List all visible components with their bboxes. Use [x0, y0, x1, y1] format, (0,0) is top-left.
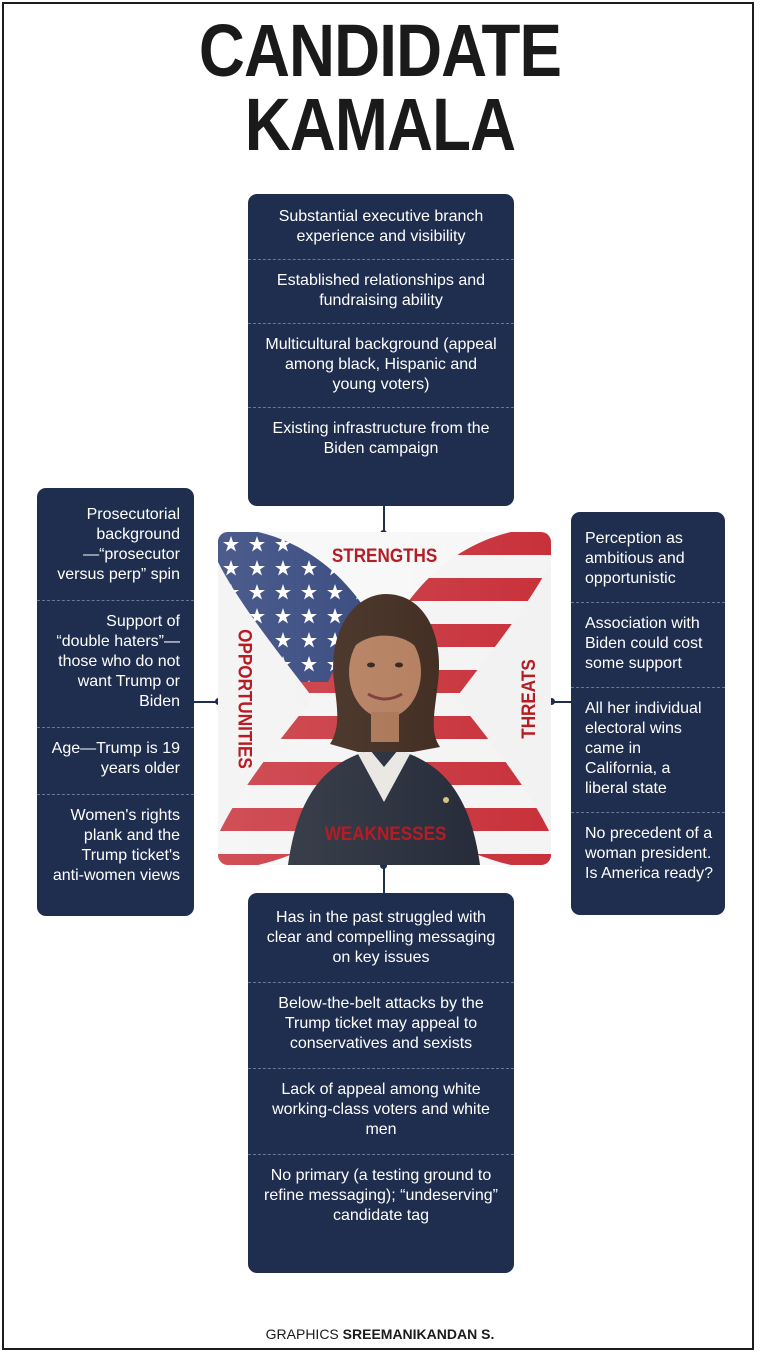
credit-name: SREEMANIKANDAN S.: [342, 1326, 495, 1342]
opportunity-item: Prosecutorial background—“prosecutor versus perp” spin: [57, 506, 180, 583]
title-line-2: KAMALA: [244, 83, 516, 166]
opportunity-item: Support of “double haters”—those who do not want Trump or Biden: [37, 600, 194, 727]
opportunities-box: [37, 488, 194, 916]
weakness-item: No primary (a testing ground to refine messaging); “undeserving” candidate tag: [248, 1154, 514, 1240]
opportunity-item: Age—Trump is 19 years older: [37, 727, 194, 794]
graphics-credit: [0, 1326, 760, 1342]
threats-box: [571, 512, 725, 915]
weakness-item: Below-the-belt attacks by the Trump ticket may appeal to conservatives and sexists: [248, 982, 514, 1068]
threat-item: All her individual electoral wins came in California, a liberal state: [571, 687, 725, 812]
threat-item: Association with Biden could cost some support: [571, 602, 725, 687]
flag-portrait-illustration: [218, 532, 551, 865]
connector-top: [383, 506, 385, 532]
strengths-box: [248, 194, 514, 506]
swot-center-graphic: [218, 532, 551, 865]
strength-item: Established relationships and fundraising ability: [248, 259, 514, 323]
threat-item: No precedent of a woman president. Is America ready?: [571, 812, 725, 897]
weaknesses-label: WEAKNESSES: [324, 824, 447, 845]
page-title: [53, 9, 707, 166]
weakness-item: Lack of appeal among white working-class voters and white men: [248, 1068, 514, 1154]
strengths-label: STRENGTHS: [331, 546, 438, 567]
opportunities-label: OPPORTUNITIES: [233, 629, 255, 769]
title-line-1: CANDIDATE: [198, 9, 562, 92]
strength-item: Multicultural background (appeal among black, Hispanic and young voters): [248, 323, 514, 407]
opportunity-item: Women's rights plank and the Trump ticket's anti-women views: [37, 794, 194, 901]
threat-item: Perception as ambitious and opportunistic: [585, 530, 685, 587]
strength-item: Existing infrastructure from the Biden campaign: [248, 407, 514, 471]
connector-bottom: [383, 865, 385, 893]
weakness-item: Has in the past struggled with clear and compelling messaging on key issues: [266, 909, 496, 966]
credit-prefix: GRAPHICS: [265, 1326, 339, 1342]
threats-label: THREATS: [519, 659, 541, 739]
weaknesses-box: [248, 893, 514, 1273]
strength-item: Substantial executive branch experience and visibility: [278, 208, 484, 245]
